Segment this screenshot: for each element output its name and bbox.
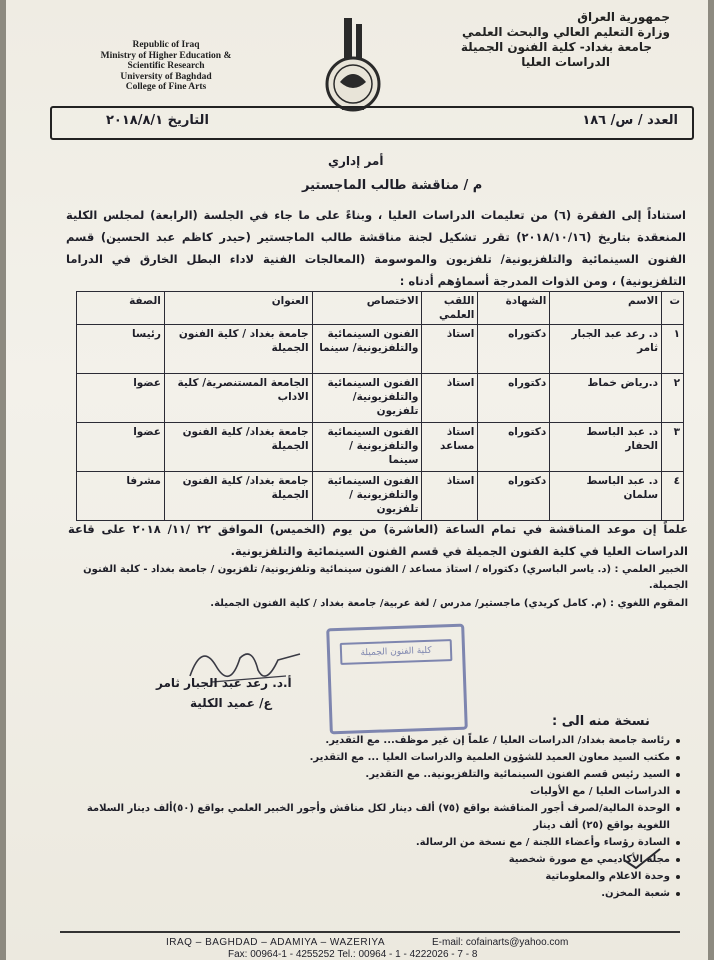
list-item: مجلة الأكاديمي مع صورة شخصية <box>66 851 680 868</box>
column-header: الاسم <box>550 292 662 325</box>
table-cell: جامعة بغداد / كلية الفنون الجميلة <box>164 325 312 374</box>
reference-bar <box>50 106 694 140</box>
reference-number: العدد / س/ ١٨٦ <box>582 113 678 128</box>
letterhead-line: University of Baghdad <box>120 71 212 82</box>
table-row <box>77 472 684 521</box>
table-cell: دكتوراه <box>478 472 550 521</box>
table-cell: مشرفا <box>77 472 165 521</box>
scientific-expert: الخبير العلمي : (د. ياسر الباسري) دكتوراه / استاذ مساعد / الفنون سينمائية وتلفزيونية/ تلفزيون / جامعة بغداد - كلية الفنون الجميلة. <box>83 564 688 591</box>
column-header: العنوان <box>164 292 312 325</box>
intro-paragraph: استناداً إلى الفقرة (٦) من تعليمات الدراسات العليا ، وبناءً على ما جاء في الجلسة (الرابعة) لمجلس الكلية المنعقدة بتاريخ (٢٠١٨/١٠/١٦) تقرر تشكيل لجنة مناقشة طالب الماجستير (حيدر كاظم عبد الحسين) قسم الفنون السينمائية والتلفزيونية/ تلفزيون والموسومة (المعالجات الفنية لاداء البطل الخارق في الدراما التلفزيونية) ، ومن الذوات المدرجة أسماؤهم أدناه : <box>66 208 686 288</box>
list-item: الدراسات العليا / مع الأوليات <box>66 783 680 800</box>
list-item: رئاسة جامعة بغداد/ الدراسات العليا / علماً إن غير موظف... مع التقدير. <box>66 732 680 749</box>
footer-divider <box>60 931 680 933</box>
letterhead-line: جمهورية العراق <box>577 10 670 24</box>
column-header: اللقب العلمي <box>422 292 478 325</box>
language-reviewer: المقوم اللغوي : (م. كامل كريدي) ماجستير/ مدرس / لغة عربية/ جامعة بغداد / كلية الفنون الجميلة. <box>210 598 688 609</box>
meeting-paragraph: علماً إن موعد المناقشة في تمام الساعة (العاشرة) من يوم (الخميس) الموافق ٢٢ /١١/ ٢٠١٨ على قاعة الدراسات العليا في كلية الفنون الجميلة في قسم الفنون السينمائية والتلفزيونية. <box>68 522 688 558</box>
table-cell: دكتوراه <box>478 374 550 423</box>
table-cell: جامعة بغداد/ كلية الفنون الجميلة <box>164 423 312 472</box>
copy-to-title: نسخة منه الى : <box>552 714 650 729</box>
table-cell: الفنون السينمائية والتلفزيونية/ تلفزيون <box>312 374 422 423</box>
arabic-letterhead <box>440 10 670 70</box>
table-cell: استاذ <box>422 374 478 423</box>
official-stamp <box>326 624 468 735</box>
column-header: الشهادة <box>478 292 550 325</box>
reference-date: التاريخ ٢٠١٨/٨/١ <box>106 113 209 128</box>
table-cell: ٣ <box>662 423 684 472</box>
list-item: وحدة الاعلام والمعلوماتية <box>66 868 680 885</box>
stamp-label: كلية الفنون الجميلة <box>340 639 453 665</box>
table-cell: دكتوراه <box>478 423 550 472</box>
footer-email: E-mail: cofainarts@yahoo.com <box>432 937 569 948</box>
committee-table <box>76 291 684 521</box>
distribution-list <box>66 732 694 902</box>
table-cell: ٤ <box>662 472 684 521</box>
table-cell: ١ <box>662 325 684 374</box>
english-letterhead <box>80 40 252 93</box>
table-cell: دكتوراه <box>478 325 550 374</box>
handwritten-check-icon <box>622 846 662 872</box>
table-cell: د. عبد الباسط سلمان <box>550 472 662 521</box>
table-cell: استاذ مساعد <box>422 423 478 472</box>
list-item: شعبة المخزن. <box>66 885 680 902</box>
college-emblem-icon <box>322 16 384 114</box>
letterhead-line: وزارة التعليم العالي والبحث العلمي <box>461 25 670 39</box>
letterhead-line: Republic of Iraq <box>132 40 200 50</box>
letterhead-line: الدراسات العليا <box>521 55 610 69</box>
letterhead-line: جامعة بغداد- كلية الفنون الجميلة <box>460 40 652 54</box>
table-row <box>77 325 684 374</box>
column-header: الاختصاص <box>312 292 422 325</box>
table-cell: الفنون السينمائية والتلفزيونية/ سينما <box>312 325 422 374</box>
table-cell: ٢ <box>662 374 684 423</box>
table-cell: استاذ <box>422 472 478 521</box>
document-page <box>6 0 708 960</box>
table-cell: عضوا <box>77 374 165 423</box>
table-cell: رئيسا <box>77 325 165 374</box>
footer-address: IRAQ – BAGHDAD – ADAMIYA – WAZERIYA <box>166 937 386 948</box>
subject-line: م / مناقشة طالب الماجستير <box>302 178 483 193</box>
table-cell: الفنون السينمائية والتلفزيونية / سينما <box>312 423 422 472</box>
table-header-row <box>77 292 684 325</box>
table-cell: عضوا <box>77 423 165 472</box>
table-cell: د. رعد عبد الجبار ثامر <box>550 325 662 374</box>
order-title: أمر إداري <box>328 154 384 168</box>
column-header: الصفة <box>77 292 165 325</box>
list-item: السادة رؤساء وأعضاء اللجنة / مع نسخة من الرسالة. <box>66 834 680 851</box>
table-cell: د.رياض خماط <box>550 374 662 423</box>
list-item: الوحدة المالية/لصرف أجور المناقشة بواقع (٧٥) ألف دينار لكل مناقش وأجور الخبير العلمي بواقع (٥٠)ألف دينار السلامة اللغوية بواقع (٢٥) ألف دينار <box>66 800 680 834</box>
column-header: ت <box>662 292 684 325</box>
table-cell: استاذ <box>422 325 478 374</box>
table-cell: الفنون السينمائية والتلفزيونية / تلفزيون <box>312 472 422 521</box>
table-row <box>77 374 684 423</box>
table-cell: د. عبد الباسط الحفار <box>550 423 662 472</box>
letterhead-line: Ministry of Higher Education & <box>100 50 232 61</box>
signatory-title: ع/ عميد الكلية <box>190 696 272 710</box>
signatory-name: أ.د. رعد عبد الجبار ثامر <box>156 676 292 690</box>
letterhead-line: Scientific Research <box>127 61 205 71</box>
table-row <box>77 423 684 472</box>
table-cell: جامعة بغداد/ كلية الفنون الجميلة <box>164 472 312 521</box>
footer-phone: Fax: 00964-1 - 4255252 Tel.: 00964 - 1 - 4222026 - 7 - 8 <box>228 949 478 960</box>
list-item: السيد رئيس قسم الفنون السينمائية والتلفزيونية.. مع التقدير. <box>66 766 680 783</box>
list-item: مكتب السيد معاون العميد للشؤون العلمية والدراسات العليا ... مع التقدير. <box>66 749 680 766</box>
table-cell: الجامعة المستنصرية/ كلية الاداب <box>164 374 312 423</box>
letterhead-line: College of Fine Arts <box>125 82 207 92</box>
